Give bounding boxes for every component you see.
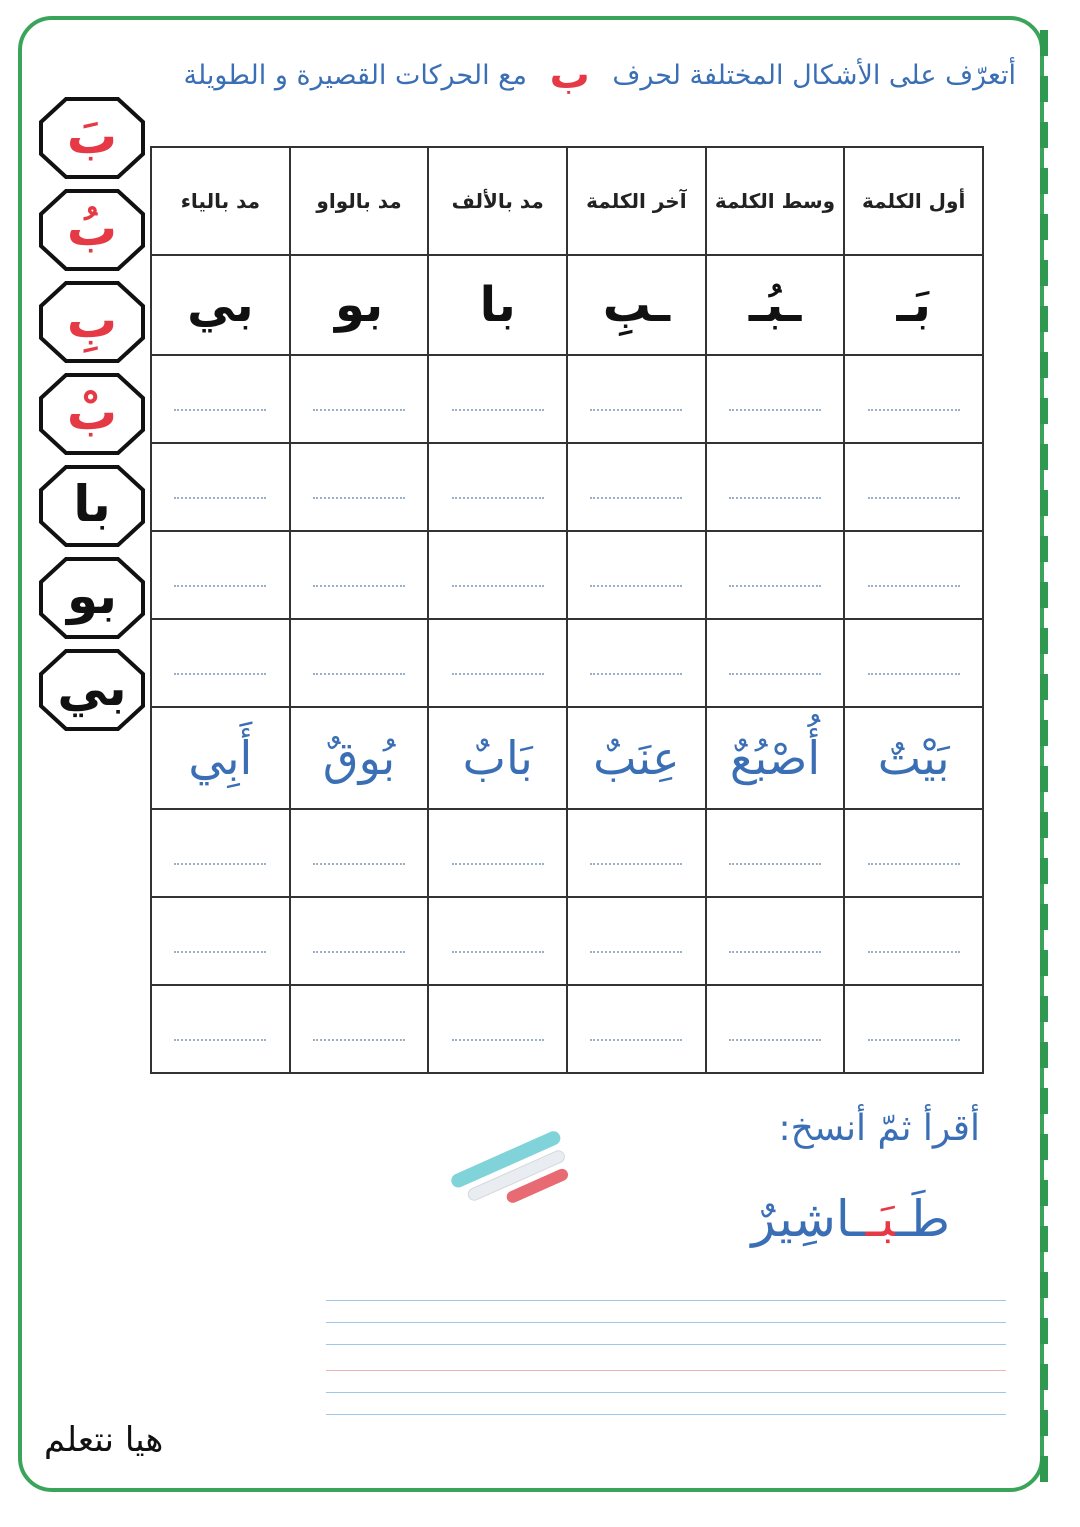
form-cell: با xyxy=(428,255,567,355)
side-letter-badge xyxy=(38,648,146,732)
practice-cell[interactable] xyxy=(428,809,567,897)
side-letter: بي xyxy=(57,659,127,717)
copy-word xyxy=(700,1190,950,1248)
form-cell: ـبِ xyxy=(567,255,706,355)
practice-cell[interactable] xyxy=(151,355,290,443)
practice-row xyxy=(151,985,983,1073)
practice-cell[interactable] xyxy=(567,897,706,985)
practice-cell[interactable] xyxy=(428,531,567,619)
side-letter: بُ xyxy=(66,199,118,257)
word-cell: عِنَبٌ xyxy=(567,707,706,809)
practice-cell[interactable] xyxy=(567,809,706,897)
side-letter-badge xyxy=(38,188,146,272)
practice-cell[interactable] xyxy=(428,355,567,443)
practice-cell[interactable] xyxy=(290,809,429,897)
copy-word-part2: ـاشِيرٌ xyxy=(751,1190,866,1248)
word-cell: أَبِي xyxy=(151,707,290,809)
binding-dashes xyxy=(1040,30,1048,1490)
title-after: مع الحركات القصيرة و الطويلة xyxy=(183,60,527,91)
copy-word-highlight: بَـ xyxy=(865,1190,896,1248)
form-cell: بَـ xyxy=(844,255,983,355)
header-cell: مد بالألف xyxy=(428,147,567,255)
practice-cell[interactable] xyxy=(428,619,567,707)
form-cell: بي xyxy=(151,255,290,355)
instruction-text: أقرأ ثمّ أنسخ: xyxy=(778,1108,980,1149)
practice-cell[interactable] xyxy=(151,897,290,985)
practice-cell[interactable] xyxy=(290,985,429,1073)
practice-cell[interactable] xyxy=(706,355,845,443)
practice-row xyxy=(151,355,983,443)
practice-row xyxy=(151,531,983,619)
practice-cell[interactable] xyxy=(290,355,429,443)
side-letter-badge xyxy=(38,372,146,456)
practice-cell[interactable] xyxy=(290,443,429,531)
practice-cell[interactable] xyxy=(151,809,290,897)
practice-cell[interactable] xyxy=(428,443,567,531)
practice-cell[interactable] xyxy=(844,531,983,619)
word-cell: بَابٌ xyxy=(428,707,567,809)
practice-row xyxy=(151,443,983,531)
letter-forms-row xyxy=(151,255,983,355)
letter-forms-table xyxy=(150,146,984,1074)
word-cell: أُصْبُعٌ xyxy=(706,707,845,809)
practice-cell[interactable] xyxy=(428,985,567,1073)
practice-row xyxy=(151,897,983,985)
practice-cell[interactable] xyxy=(151,985,290,1073)
example-words-row xyxy=(151,707,983,809)
practice-cell[interactable] xyxy=(567,985,706,1073)
form-cell: ـبُـ xyxy=(706,255,845,355)
practice-cell[interactable] xyxy=(844,985,983,1073)
header-cell: مد بالياء xyxy=(151,147,290,255)
practice-cell[interactable] xyxy=(706,897,845,985)
footer-brand: هيا نتعلم xyxy=(44,1420,164,1460)
practice-cell[interactable] xyxy=(151,619,290,707)
form-cell: بو xyxy=(290,255,429,355)
practice-cell[interactable] xyxy=(844,619,983,707)
practice-cell[interactable] xyxy=(706,443,845,531)
side-letter: با xyxy=(73,475,111,533)
practice-row xyxy=(151,619,983,707)
side-letter: بْ xyxy=(66,383,118,441)
header-cell: آخر الكلمة xyxy=(567,147,706,255)
practice-cell[interactable] xyxy=(844,897,983,985)
practice-cell[interactable] xyxy=(290,531,429,619)
word-cell: بَيْتٌ xyxy=(844,707,983,809)
header-cell: وسط الكلمة xyxy=(706,147,845,255)
practice-cell[interactable] xyxy=(844,443,983,531)
practice-cell[interactable] xyxy=(567,443,706,531)
practice-cell[interactable] xyxy=(706,619,845,707)
header-cell: مد بالواو xyxy=(290,147,429,255)
practice-cell[interactable] xyxy=(428,897,567,985)
word-cell: بُوقٌ xyxy=(290,707,429,809)
practice-cell[interactable] xyxy=(567,355,706,443)
practice-cell[interactable] xyxy=(706,809,845,897)
copy-word-part1: طَـ xyxy=(895,1190,950,1248)
title-before: أتعرّف على الأشكال المختلفة لحرف xyxy=(612,60,1016,91)
chalk-icon xyxy=(440,1120,590,1234)
side-letter-badge xyxy=(38,96,146,180)
practice-cell[interactable] xyxy=(706,531,845,619)
header-cell: أول الكلمة xyxy=(844,147,983,255)
side-letter-badge xyxy=(38,464,146,548)
table-header-row xyxy=(151,147,983,255)
side-letter-badge xyxy=(38,556,146,640)
side-letter-badge xyxy=(38,280,146,364)
practice-cell[interactable] xyxy=(151,531,290,619)
title-letter: ب xyxy=(549,52,590,98)
practice-row xyxy=(151,809,983,897)
practice-cell[interactable] xyxy=(290,897,429,985)
practice-cell[interactable] xyxy=(844,355,983,443)
worksheet-title xyxy=(50,52,1016,96)
practice-cell[interactable] xyxy=(567,619,706,707)
practice-cell[interactable] xyxy=(290,619,429,707)
side-letter: بِ xyxy=(66,291,118,349)
practice-cell[interactable] xyxy=(844,809,983,897)
practice-cell[interactable] xyxy=(567,531,706,619)
side-letter: بو xyxy=(66,567,118,625)
practice-cell[interactable] xyxy=(706,985,845,1073)
practice-cell[interactable] xyxy=(151,443,290,531)
side-letter: بَ xyxy=(66,107,118,165)
